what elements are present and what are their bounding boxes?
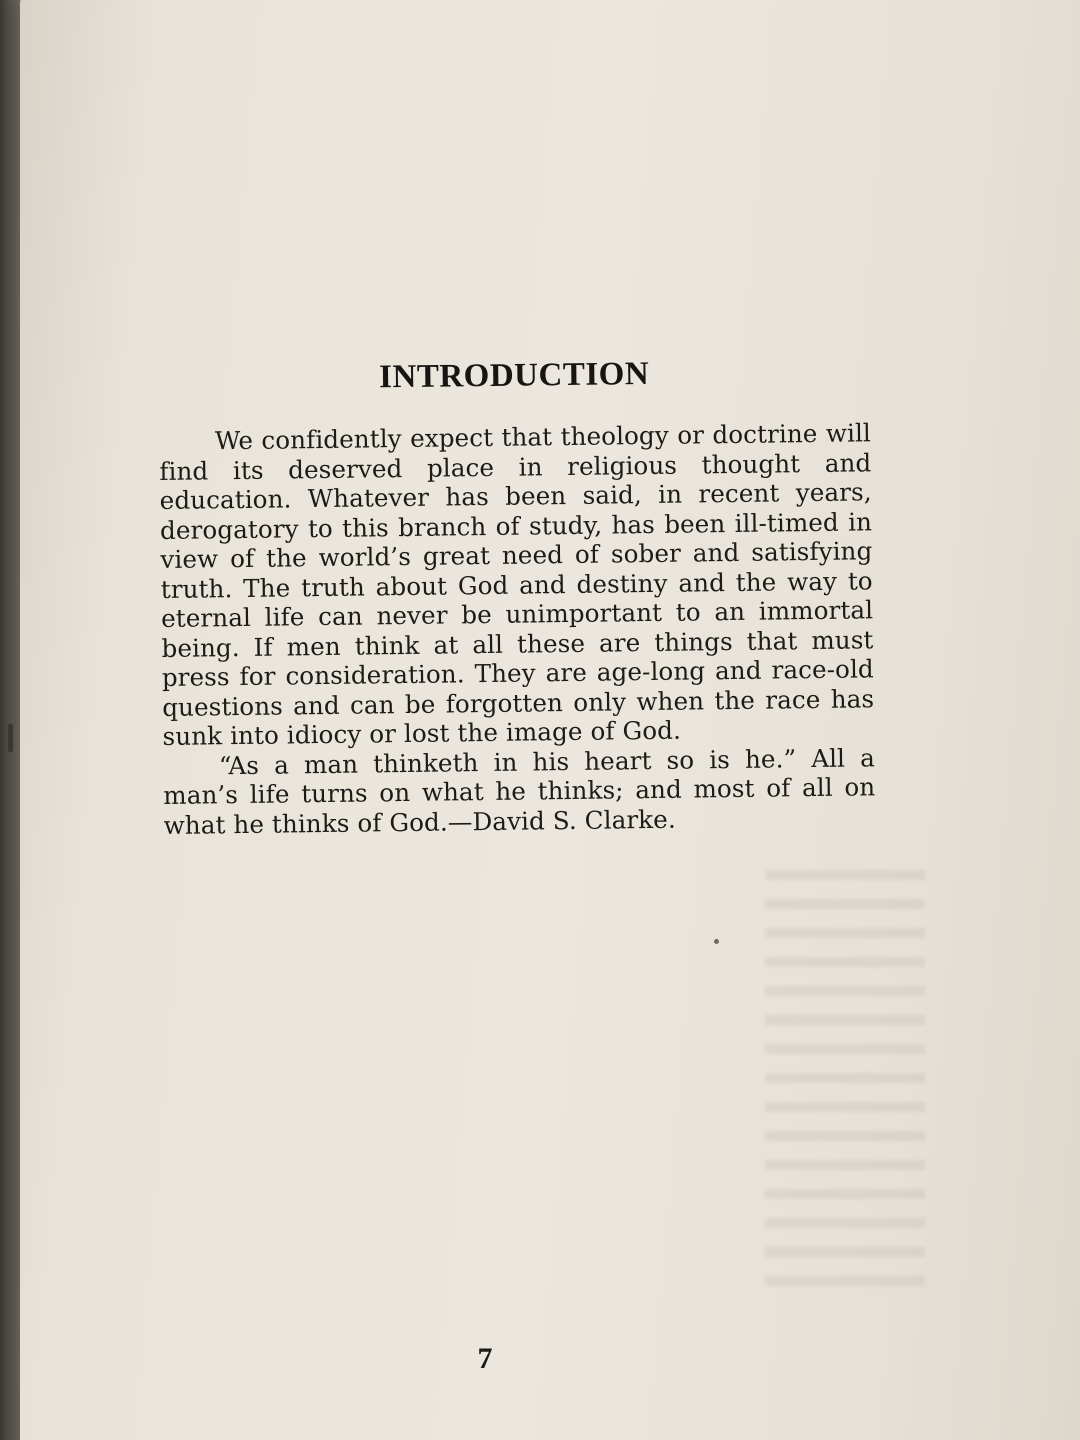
paragraph-2: “As a man thinketh in his heart so is he.” All a man’s life turns on what he thinks; and most of all on what he thinks of God.—David S. Clarke. <box>163 742 876 840</box>
page-edge-mark <box>8 724 13 752</box>
show-through-text <box>765 870 925 1290</box>
paper-speck <box>714 939 719 944</box>
text-block <box>158 353 876 840</box>
page-number: 7 <box>477 1342 493 1375</box>
paragraph-1: We confidently expect that theology or doctrine will find its deserved place in religious thought and education. Whatever has been said, in recent years, derogatory to this branch of study, has been ill-timed in view of the world’s great need of sober and satisfying truth. The truth about God and destiny and the way to eternal life can never be unimportant to an immortal being. If men think at all these are things that must press for consideration. They are age-long and race-old questions and can be forgotten only when the race has sunk into idiocy or lost the image of God. <box>159 418 875 751</box>
page-title: INTRODUCTION <box>378 356 650 396</box>
